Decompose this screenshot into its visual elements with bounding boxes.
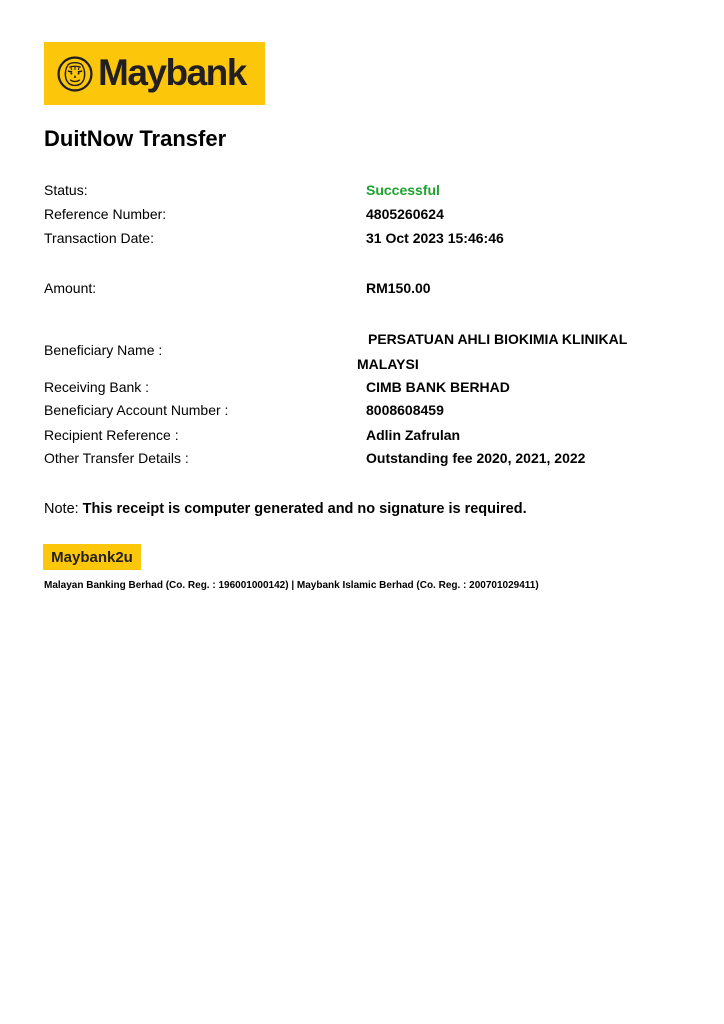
field-label-recipient-reference: Recipient Reference : <box>44 427 179 443</box>
page-title: DuitNow Transfer <box>44 126 227 151</box>
note-line <box>44 500 527 518</box>
field-row-status <box>0 181 724 199</box>
field-value-beneficiary-name: PERSATUAN AHLI BIOKIMIA KLINIKAL MALAYSI <box>357 331 627 372</box>
field-label-status: Status: <box>44 182 88 198</box>
maybank-logo <box>44 42 265 105</box>
field-row-transaction-date <box>0 229 724 247</box>
field-label-beneficiary-name: Beneficiary Name : <box>44 342 163 358</box>
maybank-logo-text: Maybank <box>98 51 246 93</box>
field-row-receiving-bank <box>0 378 724 396</box>
field-label-transaction-date: Transaction Date: <box>44 230 154 246</box>
field-label-reference-number: Reference Number: <box>44 206 167 222</box>
field-value-transaction-date: 31 Oct 2023 15:46:46 <box>366 230 504 246</box>
field-label-receiving-bank: Receiving Bank : <box>44 379 150 395</box>
field-value-receiving-bank: CIMB BANK BERHAD <box>366 379 510 395</box>
field-value-status: Successful <box>366 182 440 198</box>
note-prefix: Note: <box>44 501 79 517</box>
maybank-tiger-icon <box>56 55 94 93</box>
note-text: This receipt is computer generated and no signature is required. <box>82 501 527 517</box>
field-row-beneficiary-account-number <box>0 401 724 419</box>
field-label-other-transfer-details: Other Transfer Details : <box>44 450 189 466</box>
field-label-beneficiary-account-number: Beneficiary Account Number : <box>44 402 229 418</box>
field-row-recipient-reference <box>0 426 724 444</box>
field-label-amount: Amount: <box>44 280 97 296</box>
field-value-recipient-reference: Adlin Zafrulan <box>366 427 461 443</box>
field-row-other-transfer-details <box>0 449 724 467</box>
footer-legal-text: Malayan Banking Berhad (Co. Reg. : 196001000142) | Maybank Islamic Berhad (Co. Reg. : 200701029411) <box>44 580 539 591</box>
field-row-reference-number <box>0 205 724 223</box>
field-value-amount: RM150.00 <box>366 280 431 296</box>
field-value-other-transfer-details: Outstanding fee 2020, 2021, 2022 <box>366 450 586 466</box>
field-value-reference-number: 4805260624 <box>366 206 444 222</box>
field-value-beneficiary-account-number: 8008608459 <box>366 402 444 418</box>
field-row-amount <box>0 279 724 297</box>
maybank2u-badge: Maybank2u <box>43 544 141 570</box>
